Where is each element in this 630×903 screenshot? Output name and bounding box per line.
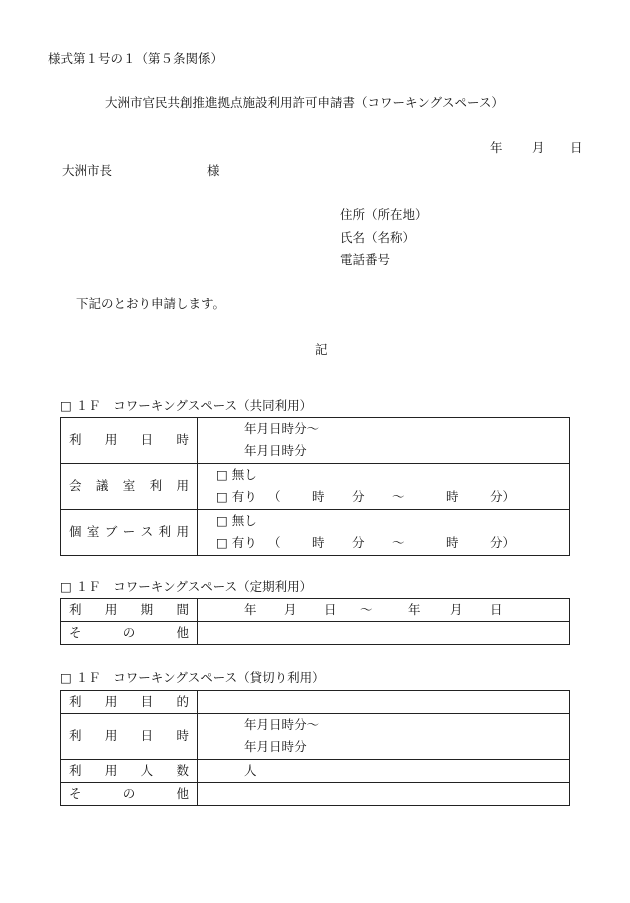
section2-period-label: 利 用 期 間 xyxy=(61,599,198,622)
addressee-honorific: 様 xyxy=(207,163,220,178)
section1-table xyxy=(60,417,570,556)
form-title: 大洲市官民共創推進拠点施設利用許可申請書（コワーキングスペース） xyxy=(105,95,504,110)
section2-other-label: そ の 他 xyxy=(61,622,198,645)
section3-date-value[interactable]: 年 月 日 時 分～ 年 月 日 時 分 xyxy=(198,714,570,760)
section3-purpose-value[interactable] xyxy=(198,691,570,714)
section3-table xyxy=(60,690,570,806)
section2-period-row xyxy=(61,599,570,622)
section3-other-label: そ の 他 xyxy=(61,783,198,806)
date-year: 年 xyxy=(490,140,503,155)
date-month: 月 xyxy=(532,140,545,155)
ki-mark: 記 xyxy=(315,342,328,357)
section1-meeting-value: □ 無し □ 有り （ 時 分 ～ 時 分） xyxy=(198,464,570,510)
section3-date-row xyxy=(61,714,570,760)
section2-table xyxy=(60,598,570,645)
section1-booth-row xyxy=(61,510,570,556)
section1-meeting-row xyxy=(61,464,570,510)
applicant-phone-label: 電話番号 xyxy=(340,252,391,267)
section2-heading: □ １Ｆ コワーキングスペース（定期利用） xyxy=(60,579,313,594)
section1-date-label: 利 用 日 時 xyxy=(61,418,198,464)
section1-meeting-label: 会 議 室 利 用 xyxy=(61,464,198,510)
section3-purpose-label: 利 用 目 的 xyxy=(61,691,198,714)
form-number: 様式第１号の１（第５条関係） xyxy=(48,51,224,66)
intro-text: 下記のとおり申請します。 xyxy=(76,296,226,311)
meeting-yes-checkbox[interactable]: □ 有り xyxy=(216,489,257,505)
booth-yes-checkbox[interactable]: □ 有り xyxy=(216,535,257,551)
section1-date-value[interactable]: 年 月 日 時 分～ 年 月 日 時 分 xyxy=(198,418,570,464)
section3-date-label: 利 用 日 時 xyxy=(61,714,198,760)
section3-people-value[interactable]: 人 xyxy=(198,760,570,783)
section3-people-label: 利 用 人 数 xyxy=(61,760,198,783)
applicant-address-label: 住所（所在地） xyxy=(340,207,428,222)
meeting-none-checkbox[interactable]: □ 無し xyxy=(216,467,257,483)
booth-none-checkbox[interactable]: □ 無し xyxy=(216,513,257,529)
section2-other-value[interactable] xyxy=(198,622,570,645)
addressee-name: 大洲市長 xyxy=(62,163,113,178)
applicant-name-label: 氏名（名称） xyxy=(340,230,416,245)
section2-other-row xyxy=(61,622,570,645)
section1-heading: □ １Ｆ コワーキングスペース（共同利用） xyxy=(60,398,313,413)
section3-other-row xyxy=(61,783,570,806)
section1-booth-label: 個 室 ブ ー ス 利 用 xyxy=(61,510,198,556)
section2-period-value[interactable]: 年 月 日 ～ 年 月 日 xyxy=(198,599,570,622)
date-day: 日 xyxy=(570,140,583,155)
section3-other-value[interactable] xyxy=(198,783,570,806)
section3-heading: □ １Ｆ コワーキングスペース（貸切り利用） xyxy=(60,670,325,685)
section1-booth-value: □ 無し □ 有り （ 時 分 ～ 時 分） xyxy=(198,510,570,556)
section3-purpose-row xyxy=(61,691,570,714)
section3-people-row xyxy=(61,760,570,783)
section1-date-row xyxy=(61,418,570,464)
